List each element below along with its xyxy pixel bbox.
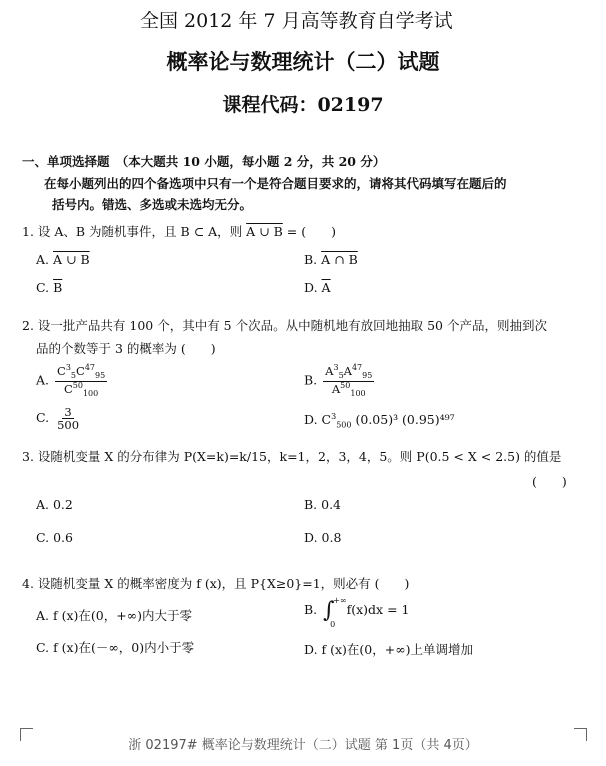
q2-option-b	[304, 364, 376, 398]
q2-d-expr: (0.05)³ (0.95)⁴⁹⁷	[355, 412, 455, 428]
q2-option-c	[36, 406, 83, 431]
q2-c-den: 500	[57, 418, 80, 433]
q4-option-d: D. f (x)在(0，+∞)上单调增加	[304, 642, 474, 657]
q4-option-a: A. f (x)在(0，+∞)内大于零	[36, 608, 192, 623]
question-3-line-1: 3. 设随机变量 X 的分布律为 P(X=k)=k/15，k=1，2，3，4，5。则 P(0.5 < X < 2.5) 的值是	[22, 449, 562, 464]
q1-c-expr: $\overline{B}$	[53, 280, 63, 295]
q3-option-a: A. 0.2	[36, 497, 73, 512]
q3-option-c: C. 0.6	[36, 530, 73, 545]
q3-option-b: B. 0.4	[304, 497, 342, 512]
q2-c-num: 3	[64, 405, 72, 419]
question-2-line-2: 品的个数等于 3 的概率为 ( )	[36, 341, 216, 356]
course-code: 课程代码：02197	[222, 94, 384, 116]
question-2-line-1: 2. 设一批产品共有 100 个，其中有 5 个次品。从中随机地有放回地抽取 50 个产品，则抽到次	[22, 318, 547, 333]
q2-b-fraction: $\frac{A^3_5A^{47}_{95}}{A^{50}_{100}}$	[325, 363, 373, 398]
question-1	[22, 222, 336, 240]
paper-title: 概率论与数理统计（二）试题	[166, 49, 440, 74]
q1-b-label: B.	[304, 252, 318, 267]
q2-a-fraction: $\frac{C^3_5C^{47}_{95}}{C^{50}_{100}}$	[57, 363, 106, 398]
q1-suffix: = ( )	[286, 224, 336, 239]
q1-overlined-expr: A ∪ B	[246, 224, 283, 239]
section-title: 一、单项选择题 （本大题共 10 小题，每小题 2 分，共 20 分）	[22, 154, 386, 169]
q1-a-label: A.	[36, 252, 50, 267]
q1-option-d	[304, 280, 331, 295]
q1-option-b	[304, 252, 358, 267]
q1-option-a	[36, 252, 90, 267]
question-3-answer-paren: ( )	[532, 474, 567, 489]
q2-option-d	[304, 412, 455, 430]
q2-d-label: D.	[304, 412, 318, 428]
q2-d-coef: $C^3_{500}$	[321, 412, 352, 430]
section-instruction-2: 括号内。错选、多选或未选均无分。	[52, 197, 253, 212]
q4-b-label: B.	[304, 602, 318, 617]
q4-option-b	[304, 596, 410, 629]
page-footer: 浙 02197# 概率论与数理统计（二）试题 第 1页（共 4页）	[128, 738, 478, 753]
question-4-line-1: 4. 设随机变量 X 的概率密度为 f (x)，且 P{X≥0}=1，则必有 ( )	[22, 576, 410, 591]
q2-c-fraction	[55, 406, 81, 431]
section-instruction-1: 在每小题列出的四个备选项中只有一个是符合题目要求的，请将其代码填写在题后的	[44, 176, 507, 191]
integral-symbol: ∫ +∞ 0	[323, 596, 347, 629]
q2-a-label: A.	[36, 372, 50, 388]
q1-a-expr: A ∪ B	[53, 252, 90, 267]
q1-b-expr: A ∩ B	[321, 252, 358, 267]
q2-option-a	[36, 364, 109, 398]
q1-d-expr: $\overline{A}$	[321, 280, 331, 295]
q3-option-d: D. 0.8	[304, 530, 342, 545]
exam-title: 全国 2012 年 7 月高等教育自学考试	[140, 10, 453, 32]
q2-b-label: B.	[304, 372, 318, 388]
q1-d-label: D.	[304, 280, 318, 295]
q4-b-expr: f(x)dx = 1	[346, 602, 410, 617]
q4-option-c: C. f (x)在(－∞，0)内小于零	[36, 640, 195, 655]
q1-option-c	[36, 280, 62, 295]
q2-c-label: C.	[36, 410, 50, 426]
q1-c-label: C.	[36, 280, 50, 295]
q1-prefix: 1. 设 A、B 为随机事件，且 B ⊂ A，则	[22, 224, 243, 239]
